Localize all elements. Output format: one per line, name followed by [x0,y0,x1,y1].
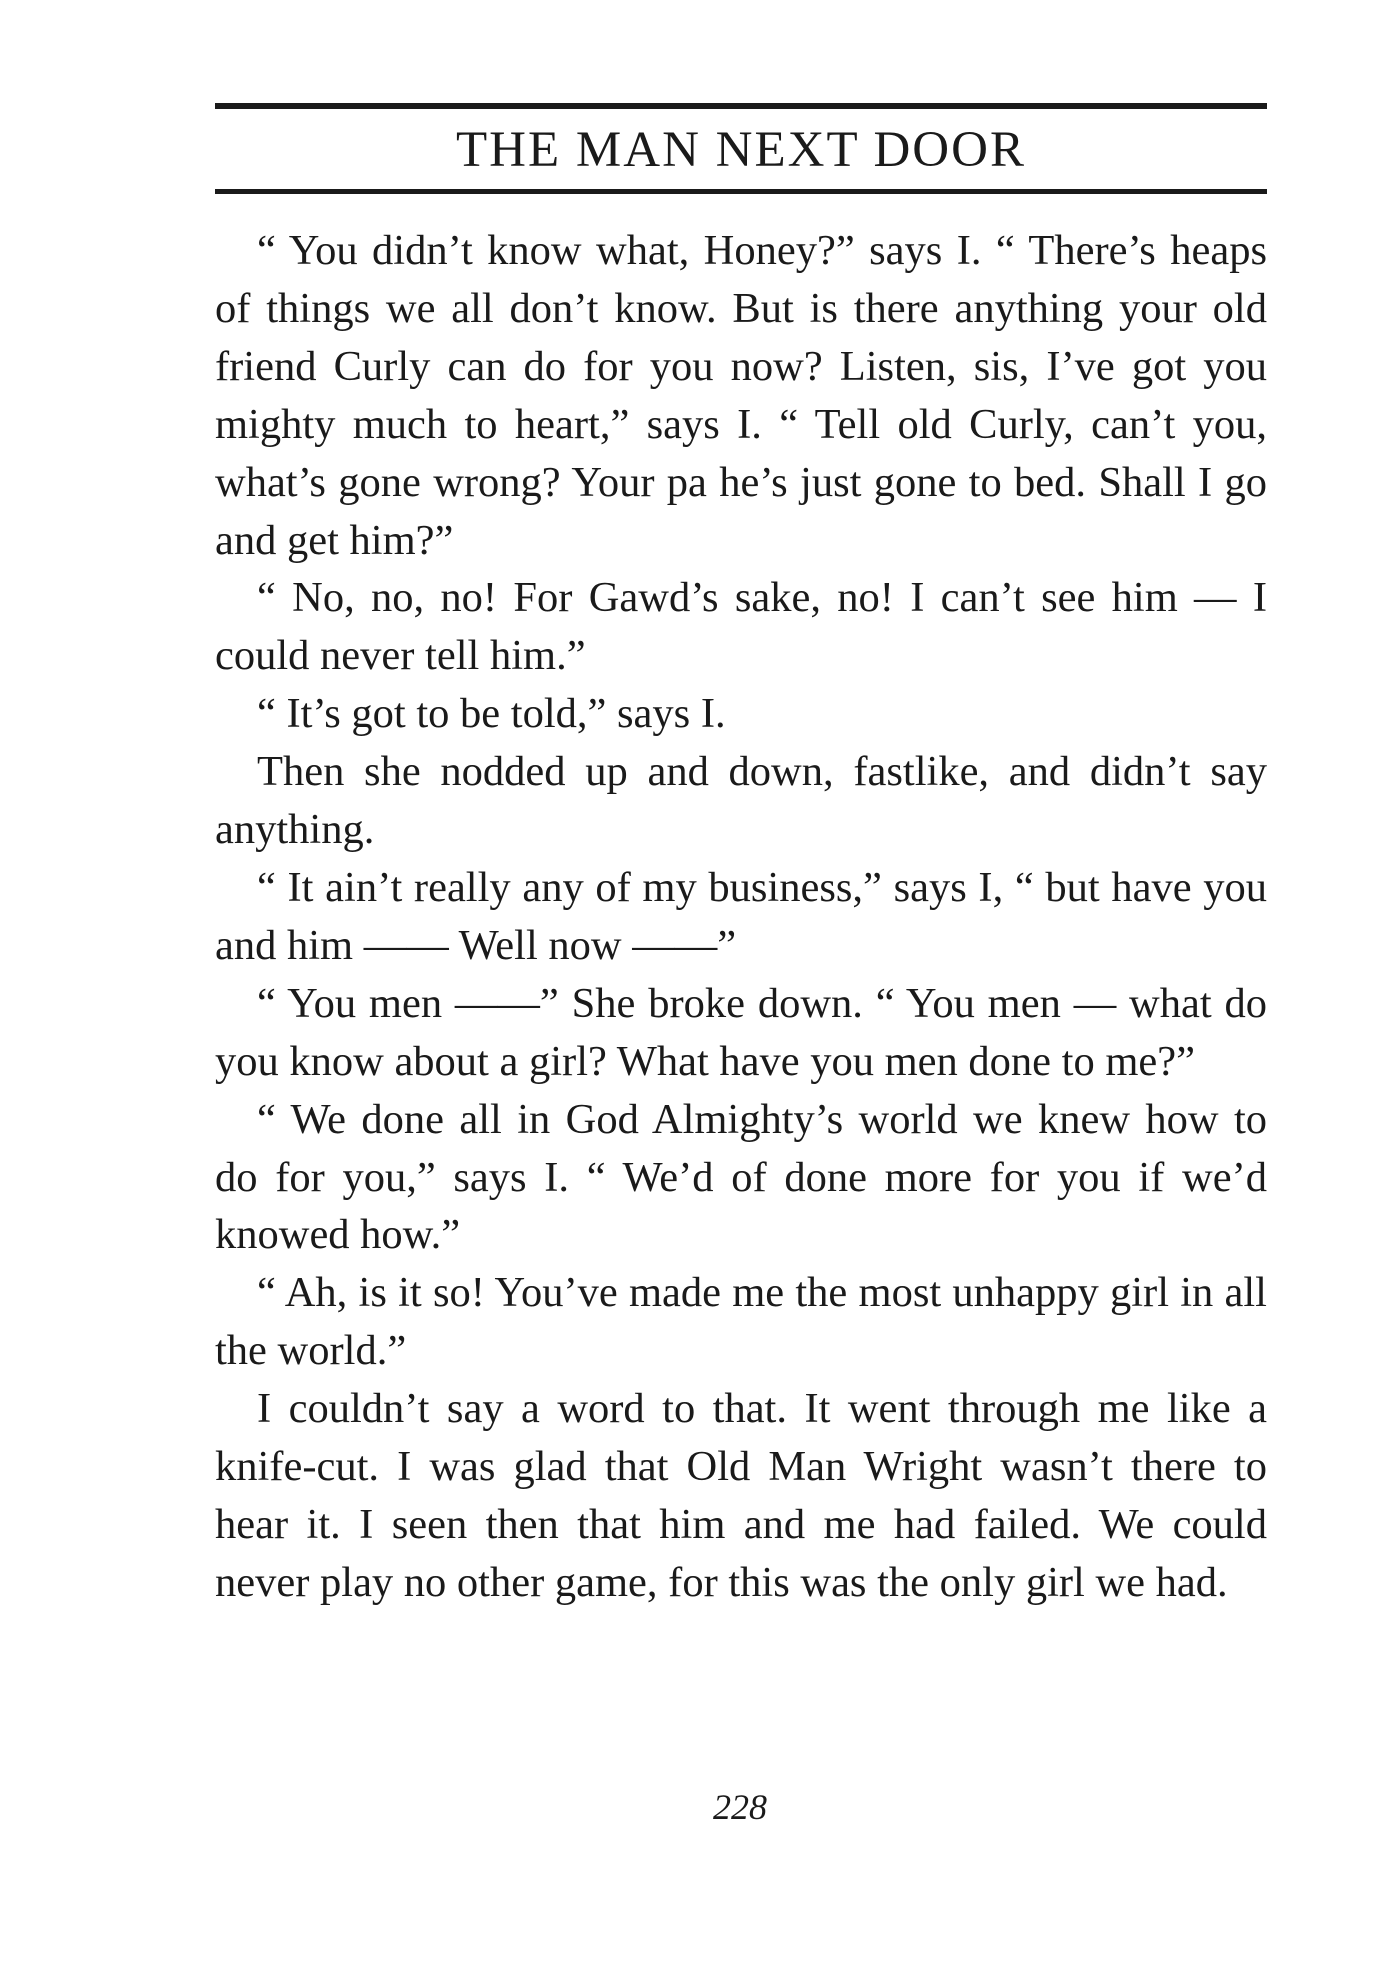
paragraph: Then she nodded up and down, fastlike, and didn’t say anything. [215,748,1267,854]
page-number: 228 [713,1787,767,1827]
body-text [215,222,1267,1612]
paragraph: “ Ah, is it so! You’ve made me the most unhappy girl in all the world.” [215,1269,1267,1375]
paragraph: “ We done all in God Almighty’s world we knew how to do for you,” says I. “ We’d of done more for you if we’d knowed how.” [215,1095,1267,1259]
header-rule-bottom [215,189,1267,194]
paragraph: “ It ain’t really any of my business,” says I, “ but have you and him —— Well now ——” [215,863,1267,969]
running-title: THE MAN NEXT DOOR [456,122,1026,178]
header-rule-top [215,103,1267,109]
paragraph: “ You men ——” She broke down. “ You men — what do you know about a girl? What have you men done to me?” [215,979,1267,1085]
paragraph: “ It’s got to be told,” says I. [257,690,726,738]
paragraph: “ You didn’t know what, Honey?” says I. “ There’s heaps of things we all don’t know. But is there anything your old friend Curly can do for you now? Listen, sis, I’ve got you mighty much to heart,” says I. “ Tell old Curly, can’t you, what’s gone wrong? Your pa he’s just gone to bed. Shall I go and get him?” [215,227,1267,564]
paragraph: “ No, no, no! For Gawd’s sake, no! I can’t see him — I could never tell him.” [215,574,1267,680]
paragraph: I couldn’t say a word to that. It went through me like a knife-cut. I was glad that Old Man Wright wasn’t there to hear it. I seen then that him and me had failed. We could never play no other game, for this was the only girl we had. [215,1385,1267,1606]
